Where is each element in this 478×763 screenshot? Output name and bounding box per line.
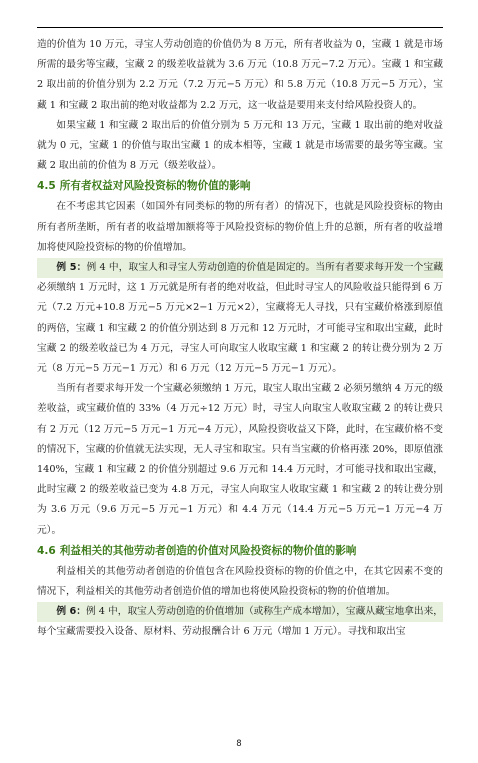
section-number: 4.6 — [37, 544, 56, 557]
section-number: 4.5 — [37, 180, 56, 193]
paragraph: 利益相关的其他劳动者创造的价值包含在风险投资标的物的价值之中，在其它因素不变的情况下，利益相关的其他劳动者创造价值的增加也将使风险投资标的物的价值增加。 — [37, 565, 443, 598]
header-rule — [37, 27, 443, 28]
paragraph: 在不考虑其它因素（如国外有同类标的物的所有者）的情况下，也就是风险投资标的物由所有者所垄断，所有者的收益增加额将等于风险投资标的物价值上升的总额，所有者的收益增加将使风险投资标的物的价值增加。 — [37, 201, 443, 253]
section-heading-4-6 — [37, 541, 443, 562]
paragraph: 如果宝藏 1 和宝藏 2 取出后的价值分别为 5 万元和 13 万元，宝藏 1 取出前的绝对收益就为 0 元，宝藏 1 的价值与取出宝藏 1 的成本相等，宝藏 1 就是市场需要的最劣等宝藏。宝藏 2 取出前的价值为 8 万元（级差收益）。 — [37, 119, 443, 172]
example-block — [37, 258, 443, 379]
section-heading-4-5 — [37, 176, 443, 197]
example-label: 例 6： — [56, 606, 86, 618]
section-title: 所有者权益对风险投资标的物价值的影响 — [59, 180, 251, 193]
example-text: 例 4 中，取宝人和寻宝人劳动创造的价值是固定的。当所有者要求每开发一个宝藏必须缴纳 1 万元时，这 1 万元就是所有者的绝对收益，但此时寻宝人的风险收益只能得到 6 万元（7.2 万元+10.8 万元−5 万元×2−1 万元×2），宝藏将无人寻找，只有宝藏价格涨到原值的两倍，宝藏 1 和宝藏 2 的价值分别达到 8 万元和 12 万元时，才可能寻宝和取出宝藏，此时宝藏 2 的级差收益已为 4 万元，寻宝人可向取宝人收取宝藏 1 和宝藏 2 的转让费分别为 2 万元（8 万元−5 万元−1 万元）和 6 万元（12 万元−5 万元−1 万元）。 — [37, 262, 443, 375]
page-body — [37, 35, 443, 643]
paragraph: 当所有者要求每开发一个宝藏必须缴纳 1 万元，取宝人取出宝藏 2 必须另缴纳 4 万元的级差收益，或宝藏价值的 33%（4 万元÷12 万元）时，寻宝人向取宝人收取宝藏 2 的转让费只有 2 万元（12 万元−5 万元−1 万元−4 万元），风险投资收益又下降，此时，在宝藏价格不变的情况下，宝藏的价值就无法实现，无人寻宝和取宝。只有当宝藏的价格再涨 20%，即原值涨 140%，宝藏 1 和宝藏 2 的价值分别超过 9.6 万元和 14.4 万元时，才可能寻找和取出宝藏，此时宝藏 2 的级差收益已变为 4.8 万元，寻宝人向取宝人收取宝藏 1 和宝藏 2 的转让费分别为 3.6 万元（9.6 万元−5 万元−1 万元）和 4.4 万元（14.4 万元−5 万元−1 万元−4 万元）。 — [37, 383, 443, 536]
paragraph: 造的价值为 10 万元，寻宝人劳动创造的价值仍为 8 万元，所有者收益为 0，宝藏 1 就是市场所需的最劣等宝藏，宝藏 2 的级差收益就为 3.6 万元（10.8 万元−7.2 万元）。宝藏 1 和宝藏 2 取出前的价值分别为 2.2 万元（7.2 万元−5 万元）和 5.8 万元（10.8 万元−5 万元），宝藏 1 和宝藏 2 取出前的绝对收益都为 2.2 万元，这一收益是要用来支付给风险投资人的。 — [37, 39, 443, 111]
page-number: 8 — [236, 739, 242, 749]
example-paragraph — [37, 258, 443, 379]
example-paragraph — [37, 602, 443, 642]
example-label: 例 5： — [56, 262, 87, 274]
example-text: 例 4 中，取宝人劳动创造的价值增加（或称生产成本增加），宝藏从藏宝地拿出来，每个宝藏需要投入设备、原材料、劳动报酬合计 6 万元（增加 1 万元）。寻找和取出宝 — [37, 606, 443, 638]
example-block — [37, 602, 443, 642]
section-title: 利益相关的其他劳动者创造的价值对风险投资标的物价值的影响 — [59, 544, 357, 557]
